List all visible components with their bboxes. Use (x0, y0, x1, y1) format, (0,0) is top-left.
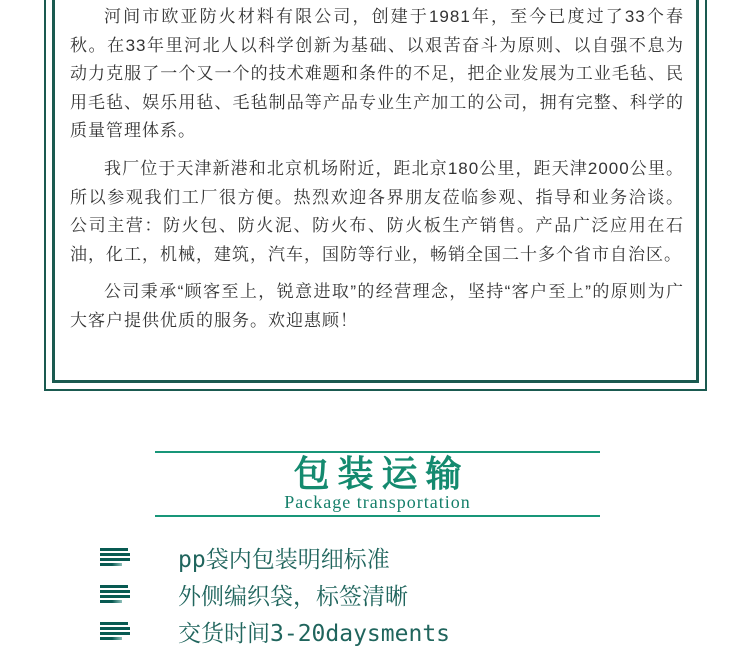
list-lines-icon (100, 548, 130, 566)
section-subtitle: Package transportation (284, 492, 471, 512)
feature-label-outer-bag: 外侧编织袋，标签清晰 (178, 583, 408, 610)
list-item (100, 545, 450, 573)
list-lines-icon (100, 585, 130, 603)
list-item (100, 619, 451, 647)
company-intro-box (44, 0, 707, 391)
intro-paragraph-location: 我厂位于天津新港和北京机场附近，距北京180公里，距天津2000公里。所以参观我们工厂很方便。热烈欢迎各界朋友莅临参观、指导和业务洽谈。 公司主营：防火包、防火泥、防火布、防火板生产销售。产品广泛应用在石油，化工，机械，建筑，汽车，国防等行业，畅销全国二十多个省市自治区。 (70, 158, 684, 264)
intro-paragraph-history: 河间市欧亚防火材料有限公司，创建于1981年，至今已度过了33个春秋。在33年里河北人以科学创新为基础、以艰苦奋斗为原则、以自强不息为动力克服了一个又一个的技术难题和条件的不足，把企业发展为工业毛毡、民用毛毡、娱乐用毡、毛毡制品等产品专业生产加工的公司，拥有完整、科学的质量管理体系。 (70, 7, 684, 141)
header-bottom-rule (155, 515, 600, 517)
feature-label-delivery-time: 交货时间3-20daysments (178, 620, 451, 647)
list-item (100, 582, 450, 610)
list-lines-icon (100, 622, 130, 640)
section-title: 包装运输 (293, 453, 470, 494)
intro-paragraph-philosophy: 公司秉承“顾客至上，锐意进取”的经营理念，坚持“客户至上”的原则为广大客户提供优质的服务。欢迎惠顾！ (70, 282, 684, 330)
packaging-feature-list (100, 545, 450, 656)
section-header-packaging (155, 451, 600, 517)
feature-label-inner-packing: pp袋内包装明细标准 (178, 546, 390, 573)
company-intro-inner-border (52, 0, 699, 383)
